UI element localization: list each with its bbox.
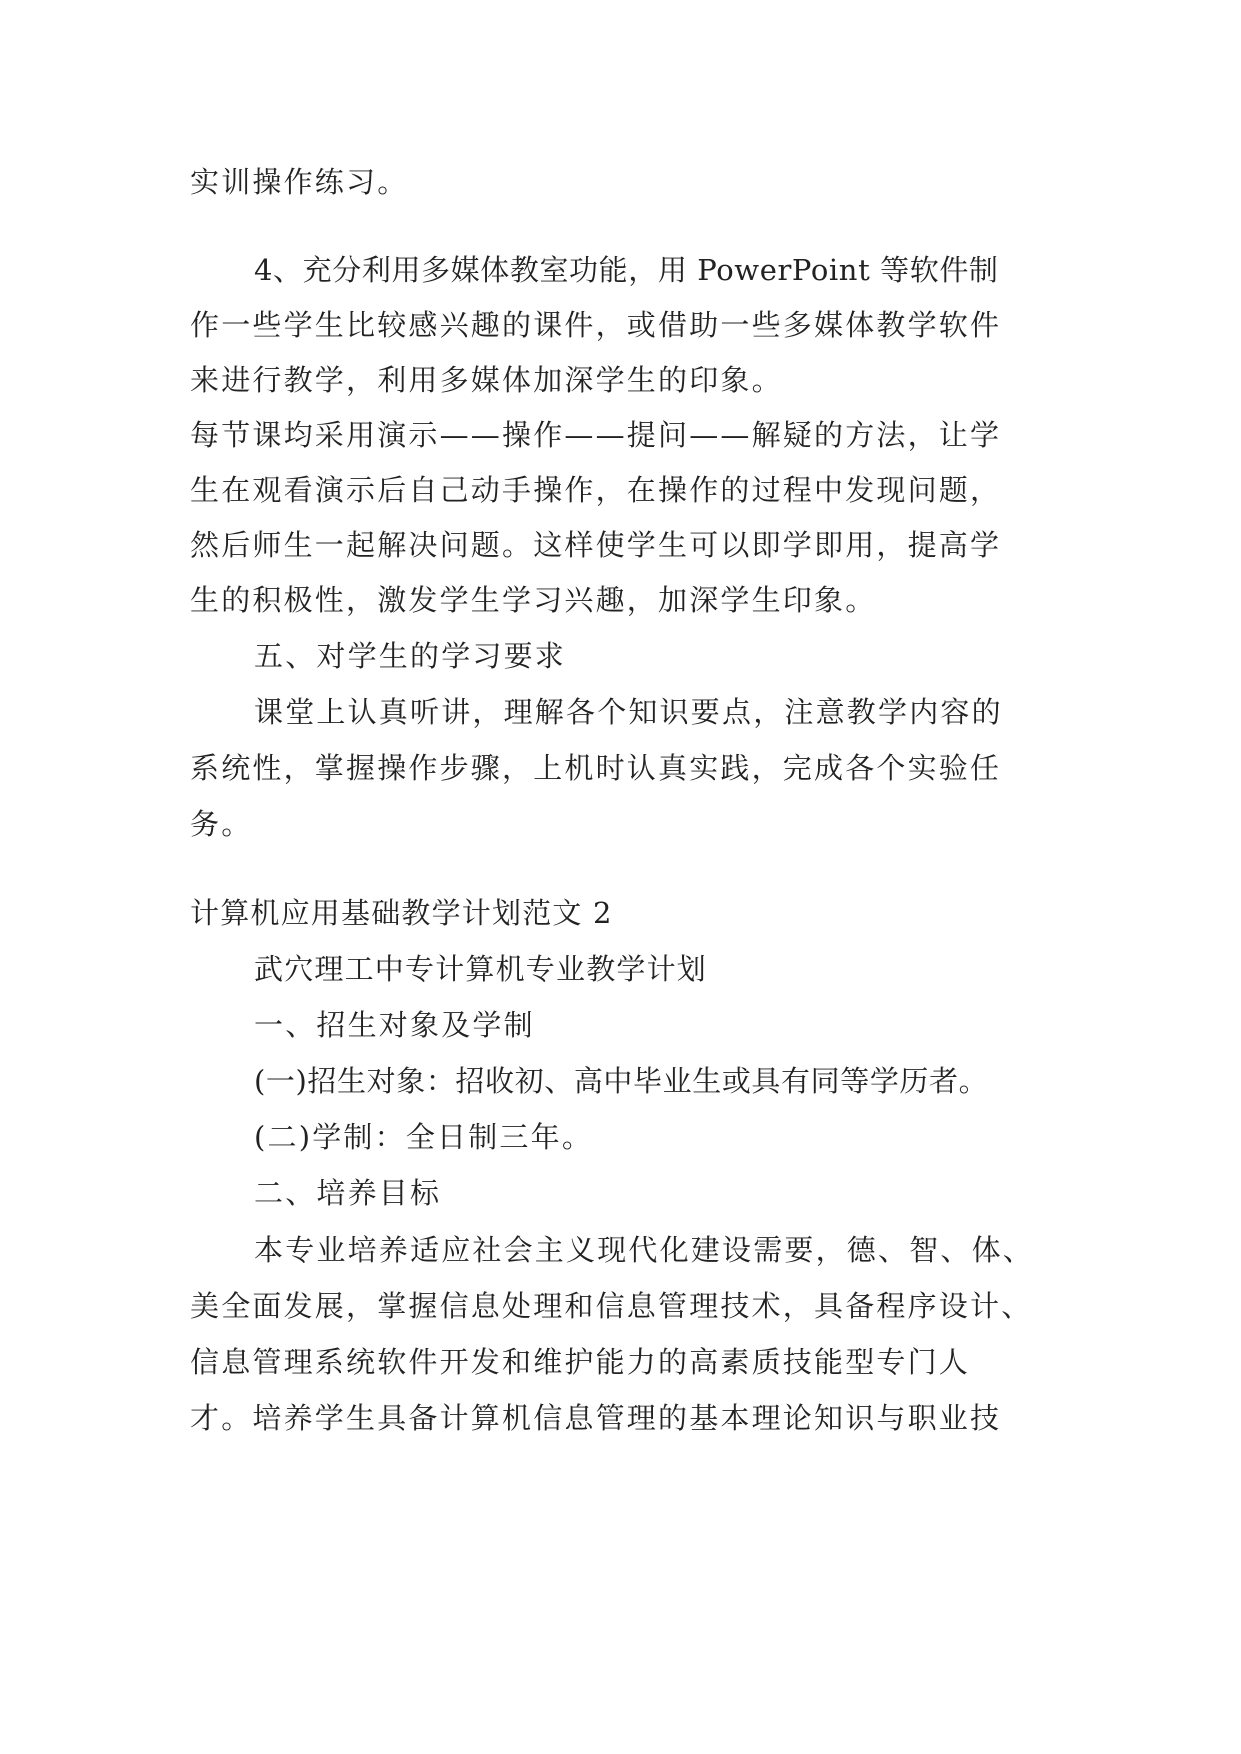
section-heading: 五、对学生的学习要求 (254, 639, 567, 673)
text-line: 每节课均采用演示——操作——提问——解疑的方法，让学 (190, 418, 1002, 452)
section-heading: 二、培养目标 (254, 1176, 442, 1210)
text-line: 来进行教学，利用多媒体加深学生的印象。 (190, 363, 783, 397)
text-line: 系统性，掌握操作步骤，上机时认真实践，完成各个实验任 (190, 751, 1002, 785)
text-line: 4、充分利用多媒体教室功能，用 PowerPoint 等软件制 (254, 253, 999, 287)
text-line: 务。 (190, 807, 253, 841)
text-line: 才。培养学生具备计算机信息管理的基本理论知识与职业技 (190, 1401, 1002, 1435)
text-line: (一)招生对象：招收初、高中毕业生或具有同等学历者。 (254, 1064, 989, 1098)
text-line: 美全面发展，掌握信息处理和信息管理技术，具备程序设计、 (190, 1289, 1033, 1323)
text-line: 信息管理系统软件开发和维护能力的高素质技能型专门人 (190, 1345, 971, 1379)
text-line: 课堂上认真听讲，理解各个知识要点，注意教学内容的 (254, 695, 1003, 729)
text-line: 作一些学生比较感兴趣的课件，或借助一些多媒体教学软件 (190, 308, 1002, 342)
text-line: 本专业培养适应社会主义现代化建设需要，德、智、体、 (254, 1233, 1035, 1267)
section-heading: 一、招生对象及学制 (254, 1008, 535, 1042)
text-line: (二)学制：全日制三年。 (254, 1120, 594, 1154)
document-title: 计算机应用基础教学计划范文 2 (190, 896, 613, 930)
text-line: 生在观看演示后自己动手操作，在操作的过程中发现问题， (190, 473, 1002, 507)
document-subtitle: 武穴理工中专计算机专业教学计划 (254, 952, 708, 986)
text-line: 实训操作练习。 (190, 165, 409, 199)
text-line: 然后师生一起解决问题。这样使学生可以即学即用，提高学 (190, 528, 1002, 562)
text-line: 生的积极性，激发学生学习兴趣，加深学生印象。 (190, 583, 877, 617)
